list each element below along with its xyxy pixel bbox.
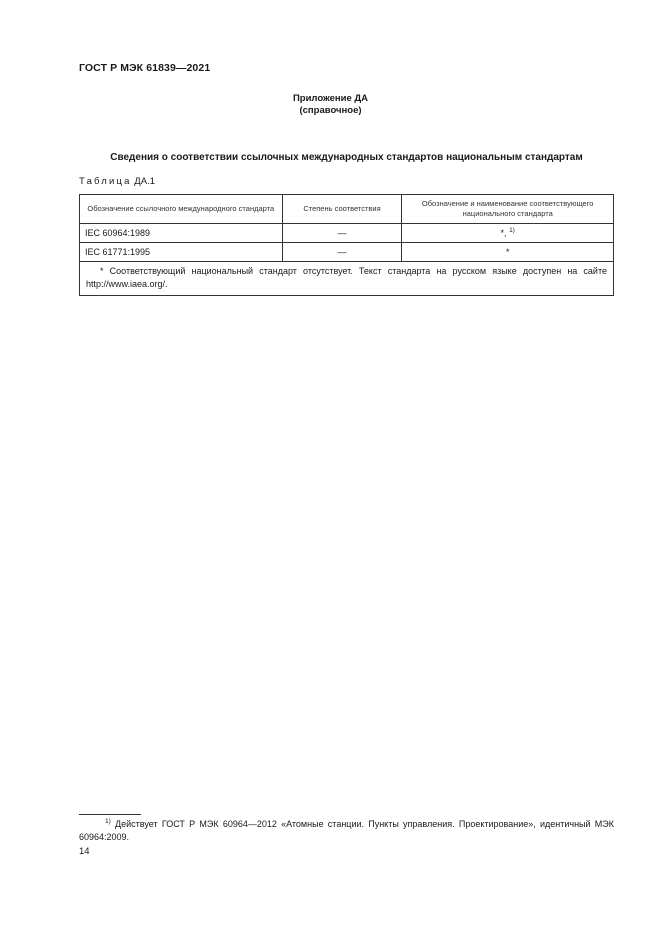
footnote <box>79 818 614 844</box>
cell-degree: — <box>282 224 402 243</box>
cell-standard: IEC 60964:1989 <box>80 224 283 243</box>
column-header-degree: Степень соответствия <box>282 195 402 224</box>
cell-standard: IEC 61771:1995 <box>80 243 283 262</box>
table-caption-number: ДА.1 <box>134 176 155 187</box>
annex-subtitle: (справочное) <box>299 105 362 116</box>
cell-national <box>402 224 614 243</box>
table-note-row <box>80 262 614 296</box>
cell-national: * <box>402 243 614 262</box>
table-caption-word: Таблица <box>79 176 132 187</box>
footnote-separator <box>79 814 141 815</box>
footnote-text: Действует ГОСТ Р МЭК 60964—2012 «Атомные станции. Пункты управления. Проектирование», идентичный МЭК 60964:2009. <box>79 819 614 842</box>
table-header-row <box>80 195 614 224</box>
footnote-marker: 1) <box>105 818 111 825</box>
table-row <box>80 224 614 243</box>
column-header-international-standard: Обозначение ссылочного международного стандарта <box>80 195 283 224</box>
table-note-text: * Соответствующий национальный стандарт отсутствует. Текст стандарта на русском языке доступен на сайте http://www.iaea.org/. <box>86 266 607 289</box>
correspondence-table <box>79 194 614 296</box>
table-caption <box>79 176 155 187</box>
annex-heading <box>0 93 661 117</box>
column-header-national-standard: Обозначение и наименование соответствующего национального стандарта <box>402 195 614 224</box>
page-number: 14 <box>79 846 90 857</box>
cell-national-value: *, <box>500 228 510 238</box>
footnote-reference: 1) <box>509 227 515 234</box>
document-code-header: ГОСТ Р МЭК 61839—2021 <box>79 62 211 74</box>
table-row <box>80 243 614 262</box>
cell-degree: — <box>282 243 402 262</box>
annex-title: Приложение ДА <box>292 93 369 104</box>
table-note <box>80 262 614 296</box>
section-title: Сведения о соответствии ссылочных международных стандартов национальным стандартам <box>110 152 583 163</box>
